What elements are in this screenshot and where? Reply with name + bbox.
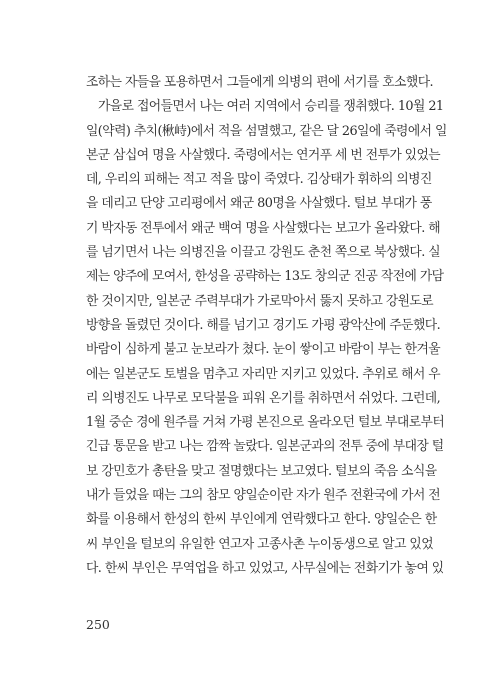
- body-text: [86, 71, 447, 581]
- text-line: 리 의병진도 나무로 모닥불을 피워 온기를 취하면서 쉬었다. 그런데,: [86, 390, 441, 406]
- text-line: 을 데리고 단양 고리평에서 왜군 80명을 사살했다. 털보 부대가 풍: [86, 196, 432, 212]
- text-line: 방향을 돌렸던 것이다. 해를 넘기고 경기도 가평 광악산에 주둔했다.: [86, 317, 441, 333]
- text-line: 화를 이용해서 한성의 한씨 부인에게 연락했다고 한다. 양일순은 한: [86, 512, 437, 528]
- text-line: 를 넘기면서 나는 의병진을 이끌고 강원도 춘천 쪽으로 북상했다. 실: [86, 245, 441, 261]
- text-line: 본군 삼십여 명을 사살했다. 죽령에서는 연거푸 세 번 전투가 있었는: [86, 147, 441, 163]
- page-number: 250: [86, 617, 110, 632]
- text-line: 제는 양주에 모여서, 한성을 공략하는 13도 창의군 진공 작전에 가담: [86, 269, 444, 285]
- text-line: 다. 한씨 부인은 무역업을 하고 있었고, 사무실에는 전화기가 놓여 있: [86, 560, 444, 576]
- text-line: 바람이 심하게 불고 눈보라가 쳤다. 눈이 쌓이고 바람이 부는 한겨울: [86, 342, 441, 358]
- text-line: 1월 중순 경에 원주를 거쳐 가평 본진으로 올라오던 털보 부대로부터: [86, 415, 445, 431]
- text-line: 일(약력) 추치(楸峙)에서 적을 섬멸했고, 같은 달 26일에 죽령에서 일: [86, 123, 447, 139]
- text-line: 한 것이지만, 일본군 주력부대가 가로막아서 뚫지 못하고 강원도로: [86, 293, 434, 309]
- text-line: 가을로 접어들면서 나는 여러 지역에서 승리를 쟁취했다. 10월 21: [98, 99, 444, 115]
- text-line: 보 강민호가 총탄을 맞고 절명했다는 보고였다. 털보의 죽음 소식을: [86, 463, 437, 479]
- text-line: 긴급 통문을 받고 나는 깜짝 놀랐다. 일본군과의 전투 중에 부대장 털: [86, 439, 444, 455]
- text-line: 에는 일본군도 토벌을 멈추고 자리만 지키고 있었다. 추위로 해서 우: [86, 366, 441, 382]
- text-line: 씨 부인을 털보의 유일한 연고자 고종사촌 누이동생으로 알고 있었: [86, 536, 434, 552]
- text-line: 기 박자동 전투에서 왜군 백여 명을 사살했다는 보고가 올라왔다. 해: [86, 220, 441, 236]
- text-line: 데, 우리의 피해는 적고 적을 많이 죽였다. 김상태가 휘하의 의병진: [86, 172, 432, 188]
- text-line: 내가 들었을 때는 그의 참모 양일순이란 자가 원주 전환국에 가서 전: [86, 488, 441, 504]
- text-line: 조하는 자들을 포용하면서 그들에게 의병의 편에 서기를 호소했다.: [86, 75, 434, 90]
